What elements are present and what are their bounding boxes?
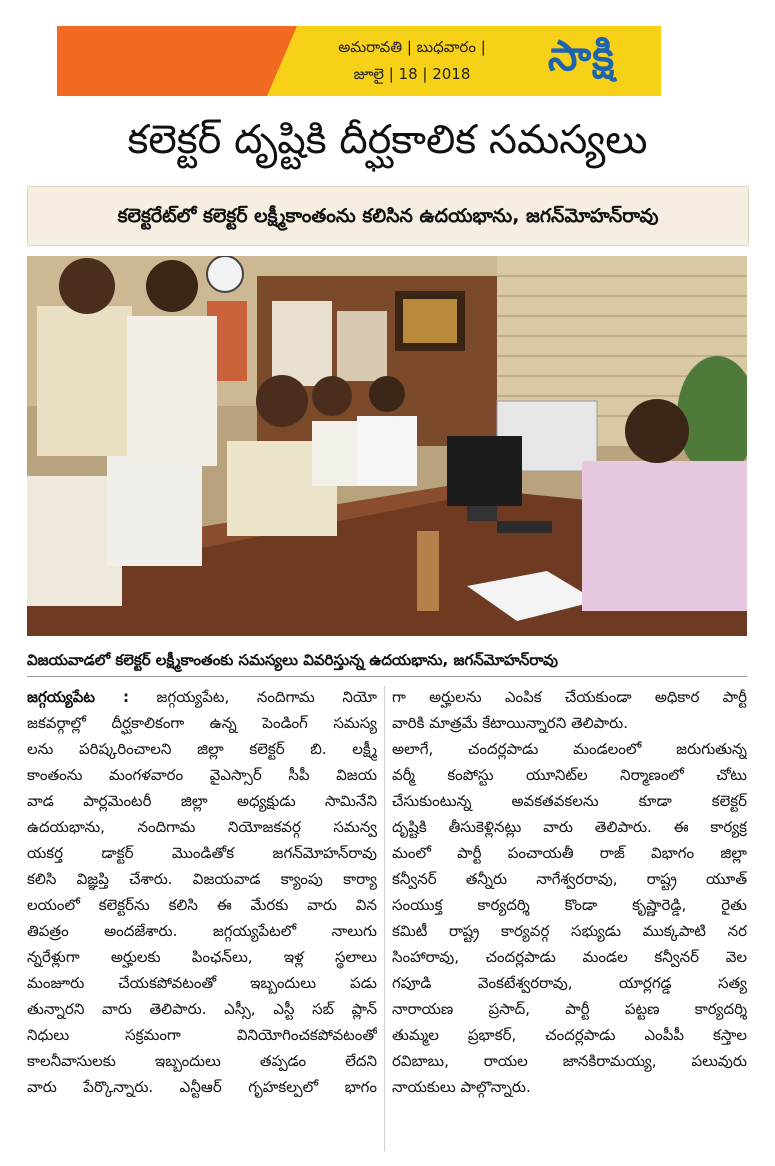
article-line: గపూడి వెంకటేశ్వరరావు, యార్లగడ్డ సత్య (392, 974, 747, 992)
sakshi-logo: సాక్షి (547, 31, 616, 80)
article-line: వర్మీ కంపోస్టు యూనిట్‌ల నిర్మాణంలో చోటు (392, 766, 747, 784)
subheadline: కలెక్టరేట్‌లో కలెక్టర్ లక్ష్మీకాంతంను కలిసిన ఉదయభాను, జగన్‌మోహన్‌రావు (27, 186, 749, 246)
article-line: తిపత్రం అందజేశారు. జగ్గయ్యపేటలో నాలుగు (27, 922, 377, 940)
article-line: తున్నారని వారు తెలిపారు. ఎస్సీ, ఎస్టీ సబ్ ప్లాన్ (27, 1000, 377, 1018)
dateline: జగ్గయ్యపేట : (27, 688, 129, 706)
article-line: కన్వీనర్ తన్నీరు నాగేశ్వరరావు, రాష్ట్ర యూత్ (392, 870, 747, 888)
day: బుధవారం (416, 38, 476, 56)
article-line: కమిటీ రాష్ట్ర కార్యవర్గ సభ్యుడు ముక్కపాటి నర (392, 922, 747, 940)
article-body-right-column (392, 684, 747, 1154)
masthead-dateline: అమరావతి | బుధవారం | జూలై | 18 | 2018 (338, 38, 486, 83)
article-line: కలిసి విజ్ఞప్తి చేశారు. విజయవాడ క్యాంపు కార్యా (27, 870, 377, 888)
article-line: న్నరేళ్లుగా అర్హులకు పింఛన్‌లు, ఇళ్ల స్థలాలు (27, 948, 377, 966)
article-line: జకవర్గాల్లో దీర్ఘకాలికంగా ఉన్న పెండింగ్ సమస్య (27, 714, 377, 732)
article-line: వారికి మాత్రమే కేటాయిన్నారని తెలిపారు. (392, 714, 628, 732)
masthead-orange-band (57, 26, 297, 96)
photo-illustration (27, 256, 747, 636)
news-photo (27, 256, 747, 636)
article-line: గా అర్హులను ఎంపిక చేయకుండా అధికార పార్టీ (392, 688, 747, 706)
article-line: కాలనీవాసులకు ఇబ్బందులు తప్పడం లేదని (27, 1052, 377, 1070)
article-line: యకర్త డాక్టర్ మొండితోక జగన్‌మోహన్‌రావు (27, 844, 377, 862)
article-body-left-column (27, 684, 377, 1154)
article-line: నిధులు సక్రమంగా వినియోగించకపోవటంతో (27, 1026, 377, 1044)
article-line: రవిబాబు, రాయల జానకిరామయ్య, పలువురు (392, 1052, 747, 1070)
place: అమరావతి (338, 38, 403, 56)
article-line: చేసుకుంటున్న అవకతవకలను కూడా కలెక్టర్ (392, 792, 747, 810)
article-line: తుమ్మల ప్రభాకర్, చందర్లపాడు ఎంపీపీ కస్తాల (392, 1026, 747, 1044)
article-line: నారాయణ ప్రసాద్, పార్టీ పట్టణ కార్యదర్శి (392, 1000, 747, 1018)
month: జూలై (353, 65, 384, 83)
article-line: మంజూరు చేయకపోవటంతో ఇబ్బందులు పడు (27, 974, 377, 992)
year: 2018 (432, 65, 471, 83)
article-line: వాడ పార్లమెంటరీ జిల్లా అధ్యక్షుడు సామినేని (27, 792, 377, 810)
article-line: మంలో పార్టీ పంచాయతీ రాజ్ విభాగం జిల్లా (392, 844, 747, 862)
photo-caption: విజయవాడలో కలెక్టర్ లక్ష్మీకాంతంకు సమస్యలు వివరిస్తున్న ఉదయభాను, జగన్‌మోహన్‌రావు (27, 644, 747, 677)
article-line: సింహారావు, చందర్లపాడు మండల కన్వీనర్ వెల (392, 948, 747, 966)
masthead (57, 26, 661, 96)
article-line: ఉదయభాను, నందిగామ నియోజకవర్గ సమన్వ (27, 818, 377, 836)
article-line: నాయకులు పాల్గొన్నారు. (392, 1078, 531, 1096)
article-line: లయంలో కలెక్టర్‌ను కలిసి ఈ మేరకు వారు విన (27, 896, 377, 914)
headline: కలెక్టర్ దృష్టికి దీర్ఘకాలిక సమస్యలు (127, 117, 648, 163)
article-line: లను పరిష్కరించాలని జిల్లా కలెక్టర్ బి. లక్ష్మీ (27, 740, 377, 758)
article-line: అలాగే, చందర్లపాడు మండలంలో జరుగుతున్న (392, 740, 747, 758)
article-line: జగ్గయ్యపేట : జగ్గయ్యపేట, నందిగామ నియో (27, 688, 377, 706)
article-line: వారు పేర్కొన్నారు. ఎన్టీఆర్ గృహకల్పలో భాగం (27, 1078, 377, 1096)
date: 18 (398, 65, 418, 83)
article-line: దృష్టికి తీసుకెళ్లినట్లు వారు తెలిపారు. ఈ కార్యక్ర (392, 818, 747, 836)
article-line: సంయుక్త కార్యదర్శి కొండా కృష్ణారెడ్డి, రైతు (392, 896, 747, 914)
column-divider (384, 686, 385, 1151)
article-line: కాంతంను మంగళవారం వైఎస్సార్ సీపీ విజయ (27, 766, 377, 784)
